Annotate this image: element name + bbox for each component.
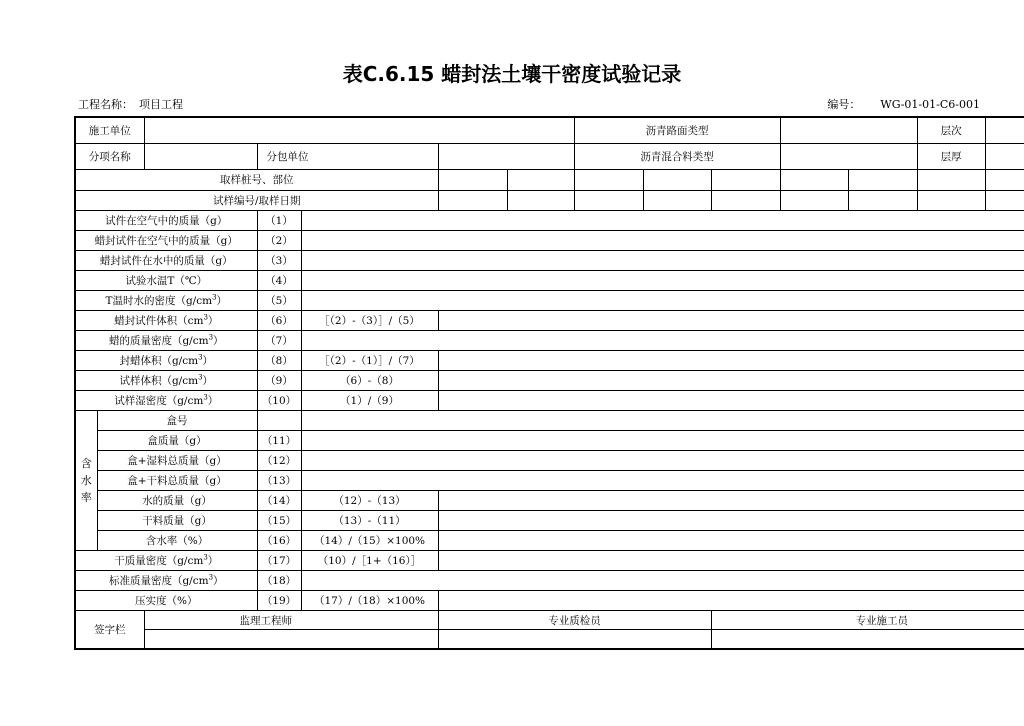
row-values[interactable] (301, 211, 1024, 231)
row-label: 干质量密度$(g/cm^3)$ (75, 551, 257, 571)
sample-id-date-label: 试样编号/取样日期 (75, 190, 438, 211)
row-17 (75, 551, 1024, 571)
cell[interactable] (780, 170, 848, 191)
row-10 (75, 391, 1024, 411)
quality-inspector-signature[interactable] (438, 630, 711, 649)
row-formula: （17）/（18）×100% (301, 591, 438, 611)
row-label: 盒+干料总质量（g） (97, 471, 257, 491)
row-13 (75, 471, 1024, 491)
row-values[interactable] (438, 531, 1024, 551)
cell[interactable] (711, 190, 780, 211)
supervisor-signature[interactable] (144, 630, 438, 649)
row-values[interactable] (438, 371, 1024, 391)
project-name (78, 96, 189, 112)
signature-label: 签字栏 (75, 611, 144, 649)
box-number-label: 盒号 (97, 411, 257, 431)
sample-id-row (75, 190, 1024, 211)
project-name-value: 项目工程 (139, 98, 183, 111)
row-14 (75, 491, 1024, 511)
row-code: （19） (257, 591, 301, 611)
row-label: 试样湿密度$(g/cm^3)$ (75, 391, 257, 411)
row-12 (75, 451, 1024, 471)
row-label: 标准质量密度$(g/cm^3)$ (75, 571, 257, 591)
row-label: 封蜡体积$(g/cm^3)$ (75, 351, 257, 371)
row-values[interactable] (301, 291, 1024, 311)
constructor-signature[interactable] (711, 630, 1024, 649)
cell[interactable] (780, 190, 848, 211)
asphalt-surface-type-label: 沥青路面类型 (574, 117, 780, 144)
construction-unit-label: 施工单位 (75, 117, 144, 144)
moisture-content-group-label: 含 水 率 (75, 411, 97, 551)
project-name-label: 工程名称： (78, 98, 133, 111)
cell[interactable] (917, 170, 985, 191)
row-label: 压实度（%） (75, 591, 257, 611)
row-code: （1） (257, 211, 301, 231)
row-values[interactable] (301, 251, 1024, 271)
row-values[interactable] (301, 451, 1024, 471)
quality-inspector-label: 专业质检员 (438, 611, 711, 630)
row-label: 盒质量（g） (97, 431, 257, 451)
cell[interactable] (848, 190, 917, 211)
row-label: 蜡的质量密度$(g/cm^3)$ (75, 331, 257, 351)
row-formula: ［（2）-（1）］/（7） (301, 351, 438, 371)
row-18 (75, 571, 1024, 591)
row-code: （6） (257, 311, 301, 331)
row-values[interactable] (301, 331, 1024, 351)
supervisor-label: 监理工程师 (144, 611, 438, 630)
sub-item-name-field[interactable] (144, 144, 257, 170)
row-label: 蜡封试件体积$(cm^3)$ (75, 311, 257, 331)
cell[interactable] (643, 190, 711, 211)
cell[interactable] (438, 170, 507, 191)
document-code (827, 96, 986, 112)
row-label: 试样体积$(g/cm^3)$ (75, 371, 257, 391)
row-values[interactable] (301, 231, 1024, 251)
row-code: （14） (257, 491, 301, 511)
record-table (74, 116, 1024, 650)
row-label: 盒+湿料总质量（g） (97, 451, 257, 471)
cell[interactable] (643, 170, 711, 191)
row-values[interactable] (301, 271, 1024, 291)
row-label: 试件在空气中的质量（g） (75, 211, 257, 231)
cell[interactable] (507, 170, 574, 191)
row-3 (75, 251, 1024, 271)
row-16 (75, 531, 1024, 551)
row-formula: ［（2）-（3）］/（5） (301, 311, 438, 331)
row-formula: （10）/［1+（16）］ (301, 551, 438, 571)
row-code: （9） (257, 371, 301, 391)
row-code: （18） (257, 571, 301, 591)
row-label: 含水率（%） (97, 531, 257, 551)
row-code: （13） (257, 471, 301, 491)
row-values[interactable] (301, 471, 1024, 491)
layer-thickness-field[interactable] (985, 144, 1024, 170)
row-1 (75, 211, 1024, 231)
row-code: （7） (257, 331, 301, 351)
row-values[interactable] (438, 491, 1024, 511)
layer-thickness-label: 层厚 (917, 144, 985, 170)
asphalt-surface-type-field[interactable] (780, 117, 917, 144)
constructor-label: 专业施工员 (711, 611, 1024, 630)
row-values[interactable] (438, 511, 1024, 531)
box-number-row (75, 411, 1024, 431)
row-label: 蜡封试件在空气中的质量（g） (75, 231, 257, 251)
row-code: （15） (257, 511, 301, 531)
row-code: （16） (257, 531, 301, 551)
asphalt-mix-type-label: 沥青混合料类型 (574, 144, 780, 170)
row-7 (75, 331, 1024, 351)
layer-order-label: 层次 (917, 117, 985, 144)
row-code (257, 411, 301, 431)
row-label: T温时水的密度$(g/cm^3)$ (75, 291, 257, 311)
document-code-value: WG-01-01-C6-001 (880, 98, 980, 111)
row-19 (75, 591, 1024, 611)
row-2 (75, 231, 1024, 251)
row-code: （8） (257, 351, 301, 371)
cell[interactable] (507, 190, 574, 211)
row-code: （5） (257, 291, 301, 311)
row-formula: （14）/（15）×100% (301, 531, 438, 551)
row-formula: （13）-（11） (301, 511, 438, 531)
sampling-position-label: 取样桩号、部位 (75, 170, 438, 191)
row-9 (75, 371, 1024, 391)
subcontract-unit-field[interactable] (438, 144, 574, 170)
construction-unit-field[interactable] (144, 117, 574, 144)
cell[interactable] (711, 170, 780, 191)
signature-header-row (75, 611, 1024, 630)
row-15 (75, 511, 1024, 531)
row-code: （12） (257, 451, 301, 471)
subcontract-unit-label: 分包单位 (257, 144, 438, 170)
cell[interactable] (848, 170, 917, 191)
page-title: 表C.6.15 蜡封法土壤干密度试验记录 (342, 62, 682, 86)
sampling-position-row (75, 170, 1024, 191)
row-5 (75, 291, 1024, 311)
row-6 (75, 311, 1024, 331)
row-code: （11） (257, 431, 301, 451)
row-code: （10） (257, 391, 301, 411)
row-11 (75, 431, 1024, 451)
row-code: （4） (257, 271, 301, 291)
row-formula: （6）-（8） (301, 371, 438, 391)
row-4 (75, 271, 1024, 291)
row-code: （17） (257, 551, 301, 571)
cell[interactable] (574, 170, 643, 191)
row-label: 试验水温T（℃） (75, 271, 257, 291)
asphalt-mix-type-field[interactable] (780, 144, 917, 170)
row-code: （3） (257, 251, 301, 271)
cell[interactable] (985, 170, 1024, 191)
row-values[interactable] (438, 391, 1024, 411)
row-values[interactable] (438, 351, 1024, 371)
sub-item-name-label: 分项名称 (75, 144, 144, 170)
signature-row (75, 630, 1024, 649)
row-values[interactable] (301, 411, 1024, 431)
info-row-2 (75, 144, 1024, 170)
row-8 (75, 351, 1024, 371)
row-formula: （12）-（13） (301, 491, 438, 511)
row-values[interactable] (438, 551, 1024, 571)
row-code: （2） (257, 231, 301, 251)
row-formula: （1）/（9） (301, 391, 438, 411)
cell[interactable] (917, 190, 985, 211)
row-label: 干料质量（g） (97, 511, 257, 531)
row-values[interactable] (301, 571, 1024, 591)
cell[interactable] (574, 190, 643, 211)
row-label: 水的质量（g） (97, 491, 257, 511)
cell[interactable] (985, 190, 1024, 211)
cell[interactable] (438, 190, 507, 211)
row-values[interactable] (301, 431, 1024, 451)
document-code-label: 编号： (827, 98, 861, 111)
row-values[interactable] (438, 591, 1024, 611)
row-values[interactable] (438, 311, 1024, 331)
row-label: 蜡封试件在水中的质量（g） (75, 251, 257, 271)
info-row-1 (75, 117, 1024, 144)
layer-order-field[interactable] (985, 117, 1024, 144)
